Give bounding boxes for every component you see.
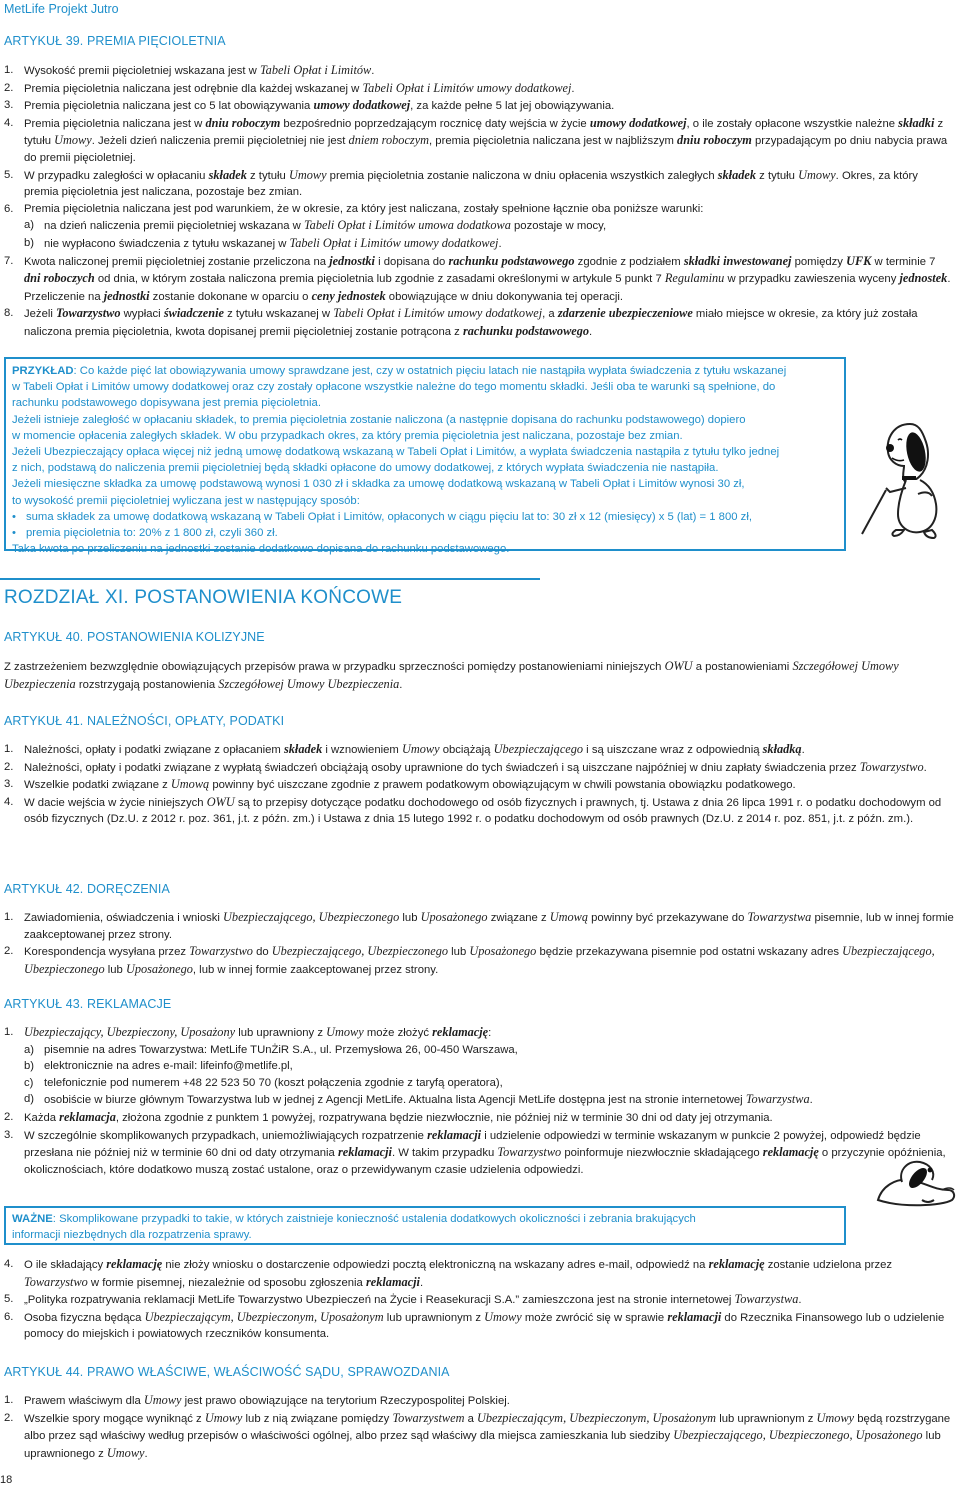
list-item (4, 794, 956, 828)
list-item-number: 2. (4, 1110, 14, 1123)
list-item (4, 1291, 956, 1309)
list-item-text: Ubezpieczający, Ubezpieczony, Uposażony lub uprawniony z Umowy może złożyć reklamację: (24, 1025, 492, 1039)
list-item-number: 1. (4, 64, 14, 76)
example-box-text: PRZYKŁAD: Co każde pięć lat obowiązywania umowy sprawdzane jest, czy w ostatnich pięciu latach nie nastąpiła wypłata świadczenia z tytułu wskazanej w Tabeli Opłat i Limitów umowy dodatkowej oraz czy zostały opłacone wszystkie należne do tego momentu składki. Jeśli oba te warunki są spełnione, do rachunku podstawowego dopisywana jest premia pięcioletnia. Jeżeli istnieje zaległość w opłacaniu składek, to premia pięcioletnia zostanie naliczona (a następnie dopisana do rachunku podstawowego) dopiero w momencie opłacenia zaległych składek. W obu przypadkach okres, za który premia pięcioletnia jest naliczana, pozostaje bez zmian. Jeżeli Ubezpieczający opłaca więcej niż jedną umowę dodatkową wskazaną w Tabeli Opłat i Limitów, a wypłata świadczenia nastąpiła z tytułu tylko jednej z nich, podstawą do naliczenia premii pięcioletniej będą składki opłacone do umowy dodatkowej, z których wypłata świadczenia nie nastąpiła. Jeżeli miesięczne składka za umowę podstawową wynosi 1 030 zł i składka za umowę dodatkową wskazaną w Tabeli Opłat i Limitów wynosi 30 zł, to wysokość premii pięcioletniej wyliczana jest w następujący sposób: • suma składek za umowę dodatkową wskazaną w Tabeli Opłat i Limitów, opłaconych w ciągu pięciu lat to: 30 zł x 12 (miesięcy) x 5 (lat) = 1 800 zł, • premia pięcioletnia to: 20% z 1 800 zł, czyli 360 zł. Taka kwota po przeliczeniu na jednostki zostanie dodatkowo dopisana do rachunku podstawowego. (12, 363, 786, 557)
list-item-number: 3. (4, 1128, 14, 1141)
list-item-text: W szczególnie skomplikowanych przypadkach, uniemożliwiających rozpatrzenie reklamacji i udzielenie odpowiedzi w terminie wskazanym w punkcie 2 powyżej, odpowiedź będzie przesłana nie później niż w terminie 60 dni od daty otrzymania reklamacji. W takim przypadku Towarzystwo poinformuje niezwłocznie składającego reklamację o przyczynie opóźnienia, okolicznościach, które dodatkowo muszą zostać ustalone, oraz o przewidywanym czasie udzielenia odpowiedzi. (24, 1127, 946, 1176)
list-item-number: 4. (4, 795, 14, 808)
list-item-text: Zawiadomienia, oświadczenia i wnioski Ubezpieczającego, Ubezpieczonego lub Uposażonego związane z Umową powinny być przekazywane do Towarzystwa pisemnie, lub w innej formie zaakceptowanej przez strony. (24, 910, 954, 941)
list-item-number: 5. (4, 168, 14, 181)
list-item-number: 2. (4, 945, 14, 958)
example-line: rachunku podstawowego dopisywana jest premia pięcioletnia. (12, 397, 321, 410)
example-line: w momencie opłacenia zaległych składek. W obu przypadkach okres, za który premia pięcioletnia jest naliczana, pozostaje bez zmian. (12, 429, 683, 442)
page-number: 18 (0, 1474, 13, 1486)
list-item (4, 305, 954, 340)
example-line: Jeżeli miesięczne składka za umowę podstawową wynosi 1 030 zł i składka za umowę dodatkową wskazaną w Tabeli Opłat i Limitów wynosi 30 zł, (12, 478, 745, 491)
list-item (4, 1109, 956, 1127)
list-item-text: Należności, opłaty i podatki związane z opłacaniem składek i wznowieniem Umowy obciążają Ubezpieczającego i są uiszczane wraz z odpowiednią składką. (24, 742, 805, 756)
sub-list-item (24, 217, 954, 235)
list-item-text: Wysokość premii pięcioletniej wskazana jest w Tabeli Opłat i Limitów. (24, 63, 375, 77)
list-item (4, 62, 954, 80)
sub-list-item-letter: b) (24, 1060, 35, 1073)
list-item (4, 115, 954, 167)
list-item-text: Prawem właściwym dla Umowy jest prawo obowiązujące na terytorium Rzeczypospolitej Polskiej. (24, 1393, 510, 1407)
example-line: to wysokość premii pięcioletniej wyliczana jest w następujący sposób: (12, 494, 360, 507)
snoopy-pointer-illustration (858, 418, 958, 540)
list-item-text: Premia pięcioletnia naliczana jest pod warunkiem, że w okresie, za który jest naliczana, zostały spełnione łącznie oba poniższe warunki: (24, 202, 704, 215)
sub-list-item-letter: a) (24, 1043, 35, 1056)
sub-list-item (24, 1075, 956, 1092)
sub-list-item-text: osobiście w biurze głównym Towarzystwa lub w jednej z Agencji MetLife. Aktualna lista Agencji MetLife dostępna jest na stronie internetowej Towarzystwa. (44, 1092, 813, 1107)
sub-list-item-text: nie wypłacono świadczenia z tytułu wskazanej w Tabeli Opłat i Limitów umowy dodatkowej. (44, 235, 502, 250)
important-box-text: WAŻNE: Skomplikowane przypadki to takie, w których zaistnieje konieczność ustalenia dodatkowych okoliczności i zebrania brakujących informacji niezbędnych dla rozpatrzenia sprawy. (12, 1213, 696, 1242)
example-line: Co każde pięć lat obowiązywania umowy sprawdzane jest, czy w ostatnich pięciu latach nie nastąpiła wypłata świadczenia z tytułu wskazanej (79, 365, 787, 377)
list-item-text: Należności, opłaty i podatki związane z wypłatą świadczeń obciążają osoby uprawnione do tych świadczeń i są uiszczane najpóźniej w dniu zapłaty świadczenia przez Towarzystwo. (24, 759, 927, 774)
sub-list-item-text: pisemnie na adres Towarzystwa: MetLife TUnŻiR S.A., ul. Przemysłowa 26, 00-450 Warszawa, (44, 1043, 518, 1056)
sub-list-item-text: telefonicznie pod numerem +48 22 523 50 70 (koszt połączenia zgodnie z taryfą operatora), (44, 1076, 503, 1089)
list-item-text: Osoba fizyczna będąca Ubezpieczającym, Ubezpieczonym, Uposażonym lub uprawnionym z Umowy może zwrócić się w sprawie reklamacji do Rzecznika Finansowego lub o udzielenie pomocy do miejskich i powiatowych rzeczników konsumenta. (24, 1309, 945, 1341)
list-item-number: 2. (4, 81, 14, 94)
article-40-title: ARTYKUŁ 40. POSTANOWIENIA KOLIZYJNE (4, 630, 265, 644)
list-item-text: O ile składający reklamację nie złoży wniosku o dostarczenie odpowiedzi pocztą elektroniczną na wskazany adres e-mail, odpowiedź na reklamację zostanie udzielona przez Towarzystwo w formie pisemnej, niezależnie od sposobu zgłoszenia reklamacji. (24, 1257, 893, 1289)
list-item-text: Premia pięcioletnia naliczana jest co 5 lat obowiązywania umowy dodatkowej, za każde pełne 5 lat jej obowiązywania. (24, 98, 615, 113)
chapter-divider-line (0, 578, 540, 580)
sub-list-item (24, 1091, 956, 1109)
sub-list-item-letter: c) (24, 1076, 34, 1089)
running-header: MetLife Projekt Jutro (4, 2, 119, 16)
list-item-number: 2. (4, 1411, 14, 1424)
list-item-number: 5. (4, 1293, 14, 1306)
article-41-list (4, 741, 956, 828)
article-39-list (4, 62, 954, 341)
list-item (4, 776, 956, 794)
sub-list-item (24, 1042, 956, 1059)
article-40-text: Z zastrzeżeniem bezwzględnie obowiązujących przepisów prawa w przypadku sprzeczności pomiędzy postanowieniami niniejszych OWU a postanowieniami Szczegółowej Umowy Ubezpieczenia rozstrzygają postanowienia Szczegółowej Umowy Ubezpieczenia. (4, 659, 899, 691)
list-item (4, 201, 954, 218)
list-item (4, 741, 956, 759)
list-item-text: Premia pięcioletnia naliczana jest w dniu roboczym bezpośrednio poprzedzającym rocznicę daty wejścia w życie umowy dodatkowej, o ile zostały opłacone wszystkie należne składki z tytułu Umowy. Jeżeli dzień naliczenia premii pięcioletniej nie jest dniem roboczym, premia pięcioletnia naliczana jest w najbliższym dniu roboczym przypadającym po dniu nabycia prawa do premii pięcioletniej. (24, 115, 948, 164)
list-item-number: 1. (4, 1394, 14, 1406)
article-41-title: ARTYKUŁ 41. NALEŻNOŚCI, OPŁATY, PODATKI (4, 714, 285, 728)
list-item (4, 1024, 956, 1042)
list-item-text: Każda reklamacja, złożona zgodnie z punktem 1 powyżej, rozpatrywana będzie niezwłocznie, nie później niż w terminie 30 dni od daty jej otrzymania. (24, 1109, 773, 1124)
example-line: w Tabeli Opłat i Limitów umowy dodatkowej oraz czy zostały opłacone wszystkie należne do tego momentu składki. Jeśli oba te warunki są spełnione, do (12, 381, 776, 394)
list-item (4, 943, 956, 978)
sub-list-item-letter: d) (24, 1093, 35, 1106)
list-item-text: Wszelkie spory mogące wyniknąć z Umowy lub z nią związane pomiędzy Towarzystwem a Ubezpieczającym, Ubezpieczonym, Uposażonym lub uprawnionym z Umowy będą rozstrzygane albo przez sąd właściwy według przepisów o właściwości ogólnej, albo przez sąd właściwy dla miejsca zamieszkania lub siedziby Ubezpieczającego, Ubezpieczonego, Uposażonego lub uprawnionego z Umowy. (24, 1410, 951, 1460)
list-item-number: 6. (4, 202, 14, 215)
list-item-text: Jeżeli Towarzystwo wypłaci świadczenie z tytułu wskazanej w Tabeli Opłat i Limitów umowy dodatkowej, a zdarzenie ubezpieczeniowe miało miejsce w okresie, za który już została naliczona premia pięcioletnia, kwota dopisanej premii pięcioletniej zostanie potrącona z rachunku podstawowego. (24, 306, 918, 338)
list-item-number: 1. (4, 1026, 14, 1038)
example-line: z nich, podstawą do naliczenia premii pięcioletniej będą składki opłacone do umowy dodatkowej, z których wypłata świadczenia nie nastąpiła. (12, 462, 719, 475)
list-item-text: W dacie wejścia w życie niniejszych OWU są to przepisy dotyczące podatku dochodowego od osób fizycznych i prawnych, tj. Ustawa z dnia 26 lipca 1991 r. o podatku dochodowym od osób fizycznych (Dz.U. z 2012 r. poz. 361, j.t. z późn. zm.) i Ustawa z dnia 15 lutego 1992 r. o podatku dochodowym od osób prawnych (Dz.U. z 2014 r. poz. 851, j.t. z późn. zm.). (24, 794, 942, 826)
example-line: Jeżeli istnieje zaległość w opłacaniu składek, to premia pięcioletnia zostanie naliczona (a następnie dopisana do rachunku podstawowego) dopiero (12, 413, 746, 426)
list-item (4, 97, 954, 115)
list-item-text: Korespondencja wysyłana przez Towarzystwo do Ubezpieczającego, Ubezpieczonego lub Uposażonego będzie przekazywana pisemnie pod ostatni wskazany adres Ubezpieczającego, Ubezpieczonego lub Uposażonego, lub w innej formie zaakceptowanej przez strony. (24, 944, 935, 976)
example-label: PRZYKŁAD (12, 365, 74, 377)
important-label: WAŻNE (12, 1213, 53, 1225)
example-closing: Taka kwota po przeliczeniu na jednostki zostanie dodatkowo dopisana do rachunku podstawowego. (12, 543, 510, 556)
list-item (4, 80, 954, 98)
list-item (4, 1309, 956, 1343)
sub-list-item (24, 1058, 956, 1075)
list-item-number: 8. (4, 307, 14, 320)
list-item (4, 1392, 956, 1410)
list-item-text: Kwota naliczonej premii pięcioletniej zostanie przeliczona na jednostki i dopisana do rachunku podstawowego zgodnie z podziałem składki inwestowanej pomiędzy UFK w terminie 7 dni roboczych od dnia, w którym została naliczona premia pięcioletnia lub zgodnie z zasadami określonymi w artykule 5 punkt 7 Regulaminu w przypadku zawieszenia wyceny jednostek. Przeliczenie na jednostki zostanie dokonane w oparciu o ceny jednostek obowiązujące w dniu dokonywania tej operacji. (24, 253, 951, 303)
article-43-list-a (4, 1024, 956, 1178)
snoopy-lying-illustration (872, 1156, 958, 1210)
article-43-list-b (4, 1256, 956, 1343)
example-bullet: • premia pięcioletnia to: 20% z 1 800 zł, czyli 360 zł. (12, 527, 278, 540)
article-39-title: ARTYKUŁ 39. PREMIA PIĘCIOLETNIA (4, 34, 226, 48)
chapter-title: ROZDZIAŁ XI. POSTANOWIENIA KOŃCOWE (4, 587, 403, 608)
list-item-number: 3. (4, 99, 14, 112)
list-item (4, 1127, 956, 1179)
list-item-number: 6. (4, 1310, 14, 1323)
article-43-title: ARTYKUŁ 43. REKLAMACJE (4, 997, 172, 1011)
list-item (4, 167, 954, 201)
sub-list-item-letter: b) (24, 236, 35, 249)
list-item-text: W przypadku zaległości w opłacaniu składek z tytułu Umowy premia pięcioletnia zostanie naliczona w dniu opłacenia wszystkich zaległych składek z tytułu Umowy. Okres, za który premia pięcioletnia jest naliczana, pozostaje bez zmian. (24, 167, 918, 199)
sub-list-item-text: na dzień naliczenia premii pięcioletniej wskazana w Tabeli Opłat i Limitów umowa dodatkowa pozostaje w mocy, (44, 218, 607, 233)
list-item (4, 909, 956, 943)
article-42-title: ARTYKUŁ 42. DORĘCZENIA (4, 882, 170, 896)
example-bullet: • suma składek za umowę dodatkową wskazaną w Tabeli Opłat i Limitów, opłaconych w ciągu pięciu lat to: 30 zł x 12 (miesięcy) x 5 (lat) = 1 800 zł, (12, 510, 752, 523)
list-item-number: 7. (4, 254, 14, 267)
list-item (4, 1410, 956, 1463)
list-item (4, 253, 954, 306)
sub-list-item (24, 235, 954, 253)
article-44-title: ARTYKUŁ 44. PRAWO WŁAŚCIWE, WŁAŚCIWOŚĆ SĄDU, SPRAWOZDANIA (4, 1365, 450, 1379)
list-item-number: 1. (4, 911, 14, 923)
article-42-list (4, 909, 956, 978)
sub-list-item-text: elektronicznie na adres e-mail: lifeinfo@metlife.pl, (44, 1060, 293, 1073)
sub-list-item-letter: a) (24, 219, 35, 232)
example-line: Jeżeli Ubezpieczający opłaca więcej niż jedną umowę dodatkową wskazaną w Tabeli Opłat i Limitów, a wypłata świadczenia nastąpiła z tytułu tylko jednej (12, 446, 780, 459)
list-item-number: 4. (4, 116, 14, 129)
list-item-number: 2. (4, 760, 14, 773)
article-44-list (4, 1392, 956, 1462)
list-item-text: Wszelkie podatki związane z Umową powinny być uiszczane zgodnie z prawem podatkowym obowiązującym w chwili powstania obowiązku podatkowego. (24, 777, 796, 792)
list-item-number: 1. (4, 743, 14, 755)
list-item-text: „Polityka rozpatrywania reklamacji MetLife Towarzystwo Ubezpieczeń na Życie i Reasekuracji S.A.” zamieszczona jest na stronie internetowej Towarzystwa. (24, 1292, 802, 1307)
list-item-number: 3. (4, 778, 14, 791)
list-item (4, 1256, 956, 1291)
example-box (4, 357, 846, 556)
important-box (4, 1206, 846, 1245)
list-item-text: Premia pięcioletnia naliczana jest odrębnie dla każdej wskazanej w Tabeli Opłat i Limitów umowy dodatkowej. (24, 80, 575, 95)
list-item (4, 759, 956, 777)
list-item-number: 4. (4, 1258, 14, 1270)
